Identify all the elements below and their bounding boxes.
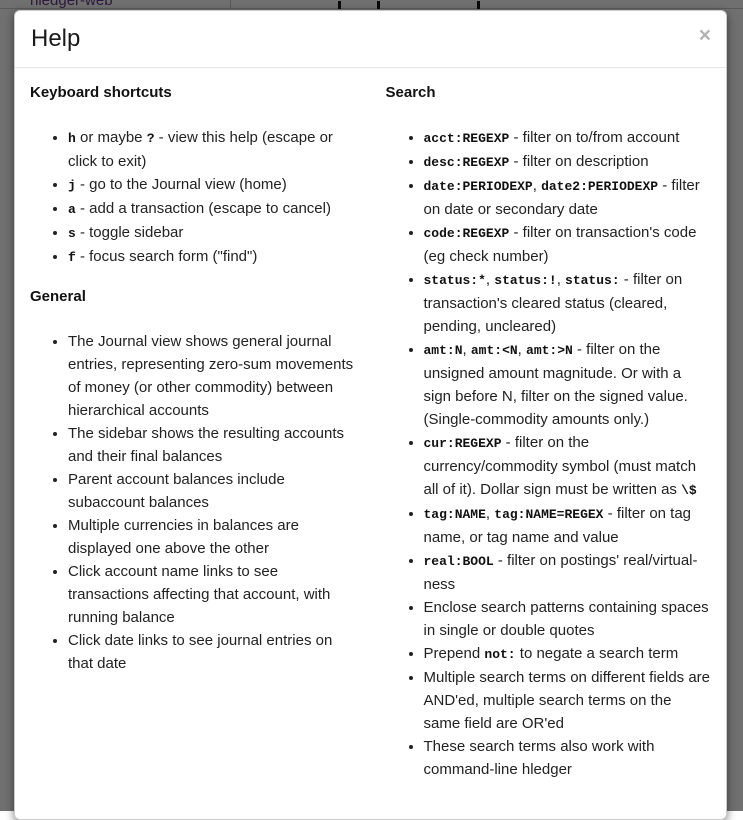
code-keyword: amt:>N (526, 343, 573, 358)
code-keyword: status:* (423, 273, 486, 288)
list-item: • h or maybe ? - view this help (escape or click to exit) (68, 126, 356, 173)
code-keyword: h (68, 131, 76, 146)
code-keyword: cur:REGEXP (423, 436, 502, 451)
code-keyword: acct:REGEXP (423, 131, 510, 146)
code-keyword: real:BOOL (423, 554, 494, 569)
list-item: • Click account name links to see transactions affecting that account, with running balance (68, 560, 356, 629)
list-item: • tag:NAME, tag:NAME=REGEX - filter on tag name, or tag name and value (424, 502, 712, 549)
list-item: • f - focus search form ("find") (68, 245, 356, 269)
search-section (386, 83, 712, 781)
list-item: • s - toggle sidebar (68, 221, 356, 245)
close-icon: × (698, 24, 711, 47)
keyboard-shortcuts-section (30, 83, 356, 269)
general-list (30, 330, 356, 675)
list-item: • These search terms also work with command-line hledger (424, 735, 712, 781)
modal-title: Help (31, 25, 81, 52)
list-item: • amt:N, amt:<N, amt:>N - filter on the unsigned amount magnitude. Or with a sign before N, filter on the signed value. (Single-commodity amounts only.) (424, 338, 712, 431)
list-item: • real:BOOL - filter on postings' real/virtual-ness (424, 549, 712, 596)
list-item: • Prepend not: to negate a search term (424, 642, 712, 666)
code-keyword: s (68, 226, 76, 241)
close-button[interactable] (697, 23, 713, 48)
code-keyword: \$ (681, 483, 697, 498)
list-item: • status:*, status:!, status: - filter on transaction's cleared status (cleared, pending, uncleared) (424, 268, 712, 338)
code-keyword: j (68, 178, 76, 193)
code-keyword: not: (484, 647, 516, 662)
code-keyword: date:PERIODEXP (423, 179, 533, 194)
help-modal (14, 10, 727, 820)
code-keyword: status: (565, 273, 620, 288)
code-keyword: tag:NAME=REGEX (494, 507, 604, 522)
list-item: • The Journal view shows general journal entries, representing zero-sum movements of money (or other commodity) between hierarchical accounts (68, 330, 356, 422)
modal-body (15, 68, 726, 819)
code-keyword: ? (146, 131, 155, 146)
section-heading: General (30, 288, 86, 305)
list-item: • a - add a transaction (escape to cancel) (68, 197, 356, 221)
list-item: • cur:REGEXP - filter on the currency/commodity symbol (must match all of it). Dollar sign must be written as \$ (424, 431, 712, 502)
section-heading: Keyboard shortcuts (30, 84, 172, 101)
code-keyword: code:REGEXP (423, 226, 510, 241)
left-column (15, 83, 371, 799)
list-item: • Multiple currencies in balances are displayed one above the other (68, 514, 356, 560)
code-keyword: amt:N (423, 343, 463, 358)
list-item: • Multiple search terms on different fields are AND'ed, multiple search terms on the same field are OR'ed (424, 666, 712, 735)
code-keyword: f (68, 250, 76, 265)
code-keyword: desc:REGEXP (423, 155, 510, 170)
list-item: • Parent account balances include subaccount balances (68, 468, 356, 514)
search-list (386, 126, 712, 781)
section-heading: Search (385, 84, 436, 101)
list-item: • acct:REGEXP - filter on to/from account (424, 126, 712, 150)
code-keyword: status:! (494, 273, 557, 288)
right-column (371, 83, 727, 799)
code-keyword: a (68, 202, 76, 217)
list-item: • code:REGEXP - filter on transaction's code (eg check number) (424, 221, 712, 268)
code-keyword: amt:<N (470, 343, 518, 358)
list-item: • j - go to the Journal view (home) (68, 173, 356, 197)
list-item: • Click date links to see journal entries on that date (68, 629, 356, 675)
code-keyword: date2:PERIODEXP (541, 179, 659, 194)
modal-header (15, 11, 726, 68)
list-item: • date:PERIODEXP, date2:PERIODEXP - filter on date or secondary date (424, 174, 712, 221)
keyboard-shortcuts-list (30, 126, 356, 269)
list-item: • Enclose search patterns containing spaces in single or double quotes (424, 596, 712, 642)
code-keyword: tag:NAME (423, 507, 486, 522)
general-section (30, 287, 356, 675)
list-item: • desc:REGEXP - filter on description (424, 150, 712, 174)
list-item: • The sidebar shows the resulting accounts and their final balances (68, 422, 356, 468)
